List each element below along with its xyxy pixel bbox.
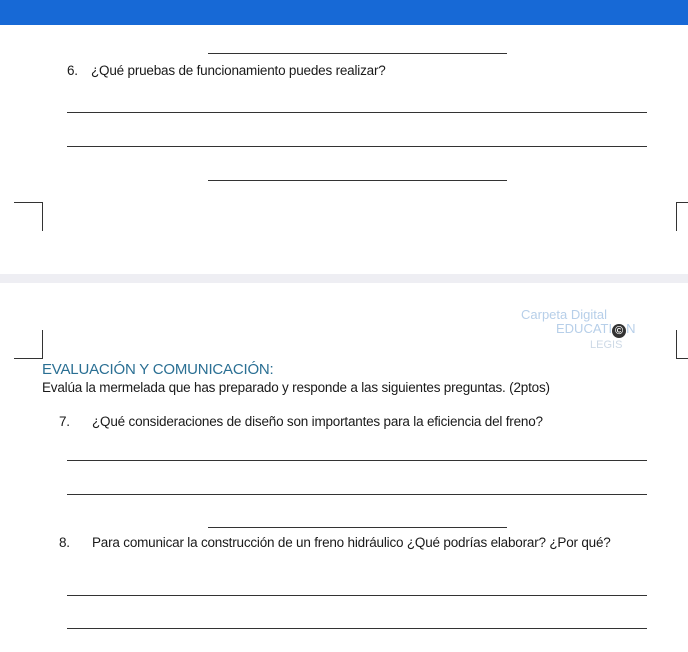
watermark-line bbox=[521, 322, 661, 338]
question-text: ¿Qué pruebas de funcionamiento puedes realizar? bbox=[91, 63, 386, 78]
watermark-line: LEGIS bbox=[590, 339, 623, 351]
crop-mark bbox=[14, 202, 43, 231]
answer-line[interactable] bbox=[208, 527, 507, 528]
question-8 bbox=[59, 535, 611, 550]
question-number: 6. bbox=[67, 63, 78, 78]
crop-mark bbox=[676, 330, 688, 359]
copyright-icon: © bbox=[612, 324, 626, 338]
points-label: (2ptos) bbox=[509, 380, 550, 395]
watermark-line: Carpeta Digital bbox=[521, 307, 607, 322]
question-number: 7. bbox=[59, 414, 70, 429]
crop-mark bbox=[14, 330, 43, 359]
section-intro bbox=[42, 380, 550, 395]
answer-line[interactable] bbox=[67, 628, 647, 629]
crop-mark bbox=[676, 202, 688, 231]
answer-line[interactable] bbox=[67, 494, 647, 495]
question-7 bbox=[59, 414, 543, 429]
answer-line[interactable] bbox=[208, 53, 507, 54]
question-6 bbox=[67, 63, 386, 78]
answer-line[interactable] bbox=[67, 595, 647, 596]
top-bar bbox=[0, 0, 688, 25]
intro-text: Evalúa la mermelada que has preparado y responde a las siguientes preguntas. bbox=[42, 380, 506, 395]
section-title: EVALUACIÓN Y COMUNICACIÓN: bbox=[42, 361, 274, 378]
answer-line[interactable] bbox=[67, 112, 647, 113]
question-text: ¿Qué consideraciones de diseño son importantes para la eficiencia del freno? bbox=[92, 414, 543, 429]
watermark-text: N bbox=[626, 321, 636, 336]
question-text: Para comunicar la construcción de un freno hidráulico ¿Qué podrías elaborar? ¿Por qué? bbox=[92, 535, 611, 550]
page-separator bbox=[0, 274, 688, 283]
answer-line[interactable] bbox=[208, 180, 507, 181]
watermark-text: EDUCATI bbox=[556, 321, 613, 336]
question-number: 8. bbox=[59, 535, 70, 550]
answer-line[interactable] bbox=[67, 460, 647, 461]
watermark bbox=[521, 308, 661, 352]
answer-line[interactable] bbox=[67, 146, 647, 147]
